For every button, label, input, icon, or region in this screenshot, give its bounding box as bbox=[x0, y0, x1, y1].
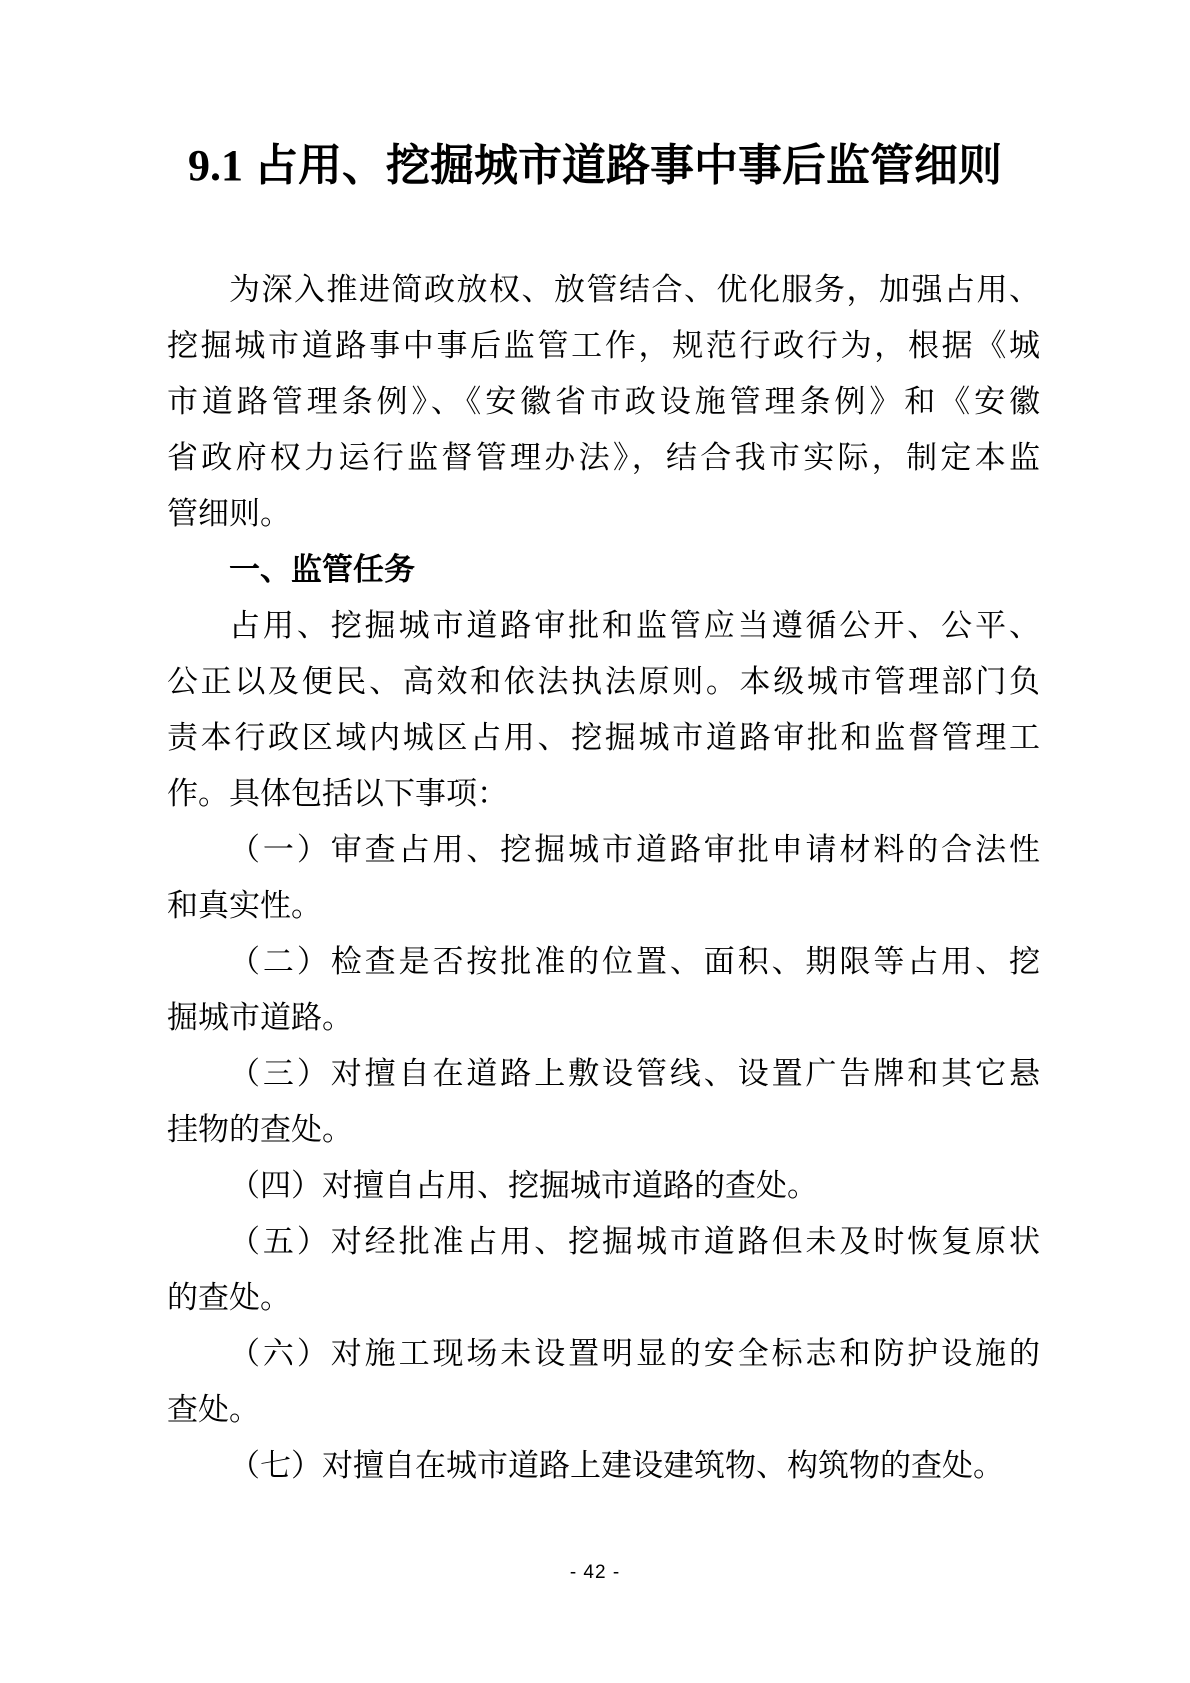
paragraph-line: 作。具体包括以下事项： bbox=[167, 776, 508, 811]
list-item-5 bbox=[167, 1214, 1040, 1326]
paragraph-line: 掘城市道路。 bbox=[167, 1000, 353, 1035]
document-body bbox=[167, 262, 1040, 1494]
paragraph-line: 公正以及便民、高效和依法执法原则。本级城市管理部门负 bbox=[167, 664, 1040, 699]
paragraph-line: 管细则。 bbox=[167, 496, 291, 531]
section-heading: 一、监管任务 bbox=[229, 552, 415, 587]
paragraph-line: 占用、挖掘城市道路审批和监管应当遵循公开、公平、 bbox=[229, 608, 1040, 643]
paragraph-line: 责本行政区域内城区占用、挖掘城市道路审批和监督管理工 bbox=[167, 720, 1040, 755]
paragraph-line: 为深入推进简政放权、放管结合、优化服务，加强占用、 bbox=[229, 272, 1040, 307]
paragraph-line: 和真实性。 bbox=[167, 888, 322, 923]
list-item-6 bbox=[167, 1326, 1040, 1438]
paragraph-line: 挂物的查处。 bbox=[167, 1112, 353, 1147]
paragraph-line: （五）对经批准占用、挖掘城市道路但未及时恢复原状 bbox=[229, 1224, 1040, 1259]
paragraph-line: （七）对擅自在城市道路上建设建筑物、构筑物的查处。 bbox=[229, 1448, 1004, 1483]
list-item-3 bbox=[167, 1046, 1040, 1158]
paragraph-line: 的查处。 bbox=[167, 1280, 291, 1315]
paragraph-line: （三）对擅自在道路上敷设管线、设置广告牌和其它悬 bbox=[229, 1056, 1040, 1091]
paragraph-line: （四）对擅自占用、挖掘城市道路的查处。 bbox=[229, 1168, 818, 1203]
document-title: 9.1 占用、挖掘城市道路事中事后监管细则 bbox=[188, 141, 1002, 190]
paragraph-line: 市道路管理条例》、《安徽省市政设施管理条例》和《安徽 bbox=[167, 384, 1040, 419]
paragraph-line: 挖掘城市道路事中事后监管工作，规范行政行为，根据《城 bbox=[167, 328, 1040, 363]
list-item-1 bbox=[167, 822, 1040, 934]
list-item-4 bbox=[167, 1158, 1040, 1214]
paragraph-tasks bbox=[167, 598, 1040, 822]
paragraph-line: 省政府权力运行监督管理办法》，结合我市实际，制定本监 bbox=[167, 440, 1040, 475]
paragraph-line: （二）检查是否按批准的位置、面积、期限等占用、挖 bbox=[229, 944, 1040, 979]
paragraph-intro bbox=[167, 262, 1040, 542]
list-item-7 bbox=[167, 1438, 1040, 1494]
paragraph-line: （一）审查占用、挖掘城市道路审批申请材料的合法性 bbox=[229, 832, 1040, 867]
page-number: - 42 - bbox=[569, 1562, 621, 1583]
paragraph-line: 查处。 bbox=[167, 1392, 260, 1427]
paragraph-line: （六）对施工现场未设置明显的安全标志和防护设施的 bbox=[229, 1336, 1040, 1371]
section-heading-block bbox=[167, 542, 1040, 598]
list-item-2 bbox=[167, 934, 1040, 1046]
